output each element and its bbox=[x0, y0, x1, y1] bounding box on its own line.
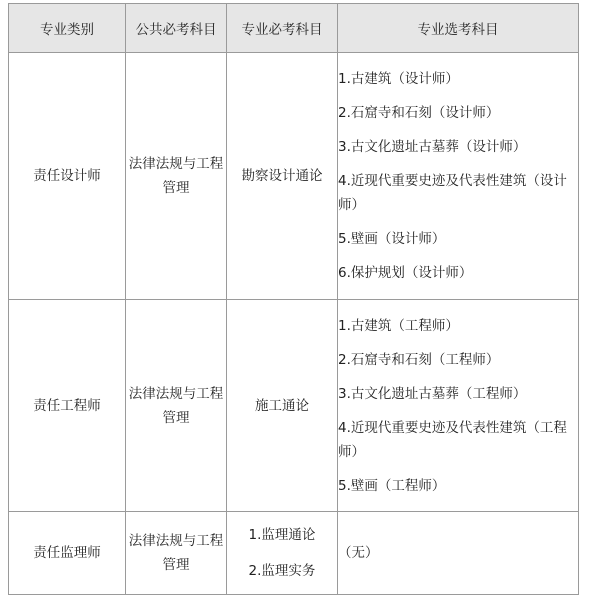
list-item: 5.壁画（设计师） bbox=[338, 231, 446, 247]
electives-cell bbox=[338, 300, 579, 512]
list-item: 4.近现代重要史迹及代表性建筑（设计师） bbox=[338, 173, 567, 213]
electives-list bbox=[338, 309, 578, 503]
electives-cell bbox=[338, 53, 579, 300]
list-item: 6.保护规划（设计师） bbox=[338, 265, 473, 281]
major-required-cell bbox=[227, 512, 338, 595]
list-item: 4.近现代重要史迹及代表性建筑（工程师） bbox=[338, 419, 567, 460]
header-public-required: 公共必考科目 bbox=[126, 4, 227, 53]
table-row bbox=[9, 300, 579, 512]
major-required-cell: 勘察设计通论 bbox=[227, 53, 338, 300]
list-item: 3.古文化遗址古墓葬（设计师） bbox=[338, 139, 527, 155]
list-item: 2.石窟寺和石刻（设计师） bbox=[338, 105, 500, 121]
list-item: 2.监理实务 bbox=[248, 563, 316, 579]
public-required-cell: 法律法规与工程管理 bbox=[126, 512, 227, 595]
electives-cell bbox=[338, 512, 579, 595]
list-item: （无） bbox=[338, 545, 379, 561]
header-major-required: 专业必考科目 bbox=[227, 4, 338, 53]
major-required-list bbox=[227, 517, 337, 589]
header-electives: 专业选考科目 bbox=[338, 4, 579, 53]
exam-subjects-table bbox=[8, 3, 579, 595]
category-cell: 责任设计师 bbox=[9, 53, 126, 300]
category-cell: 责任工程师 bbox=[9, 300, 126, 512]
category-cell: 责任监理师 bbox=[9, 512, 126, 595]
list-item: 3.古文化遗址古墓葬（工程师） bbox=[338, 385, 527, 402]
list-item: 1.古建筑（设计师） bbox=[338, 71, 459, 87]
table-row bbox=[9, 53, 579, 300]
header-category: 专业类别 bbox=[9, 4, 126, 53]
list-item: 2.石窟寺和石刻（工程师） bbox=[338, 351, 500, 368]
list-item: 5.壁画（工程师） bbox=[338, 477, 446, 494]
table-row bbox=[9, 512, 579, 595]
table-header-row bbox=[9, 4, 579, 53]
electives-list bbox=[338, 62, 578, 290]
public-required-cell: 法律法规与工程管理 bbox=[126, 300, 227, 512]
electives-list bbox=[338, 536, 578, 570]
list-item: 1.监理通论 bbox=[248, 527, 316, 543]
list-item: 1.古建筑（工程师） bbox=[338, 317, 459, 334]
public-required-cell: 法律法规与工程管理 bbox=[126, 53, 227, 300]
major-required-cell: 施工通论 bbox=[227, 300, 338, 512]
